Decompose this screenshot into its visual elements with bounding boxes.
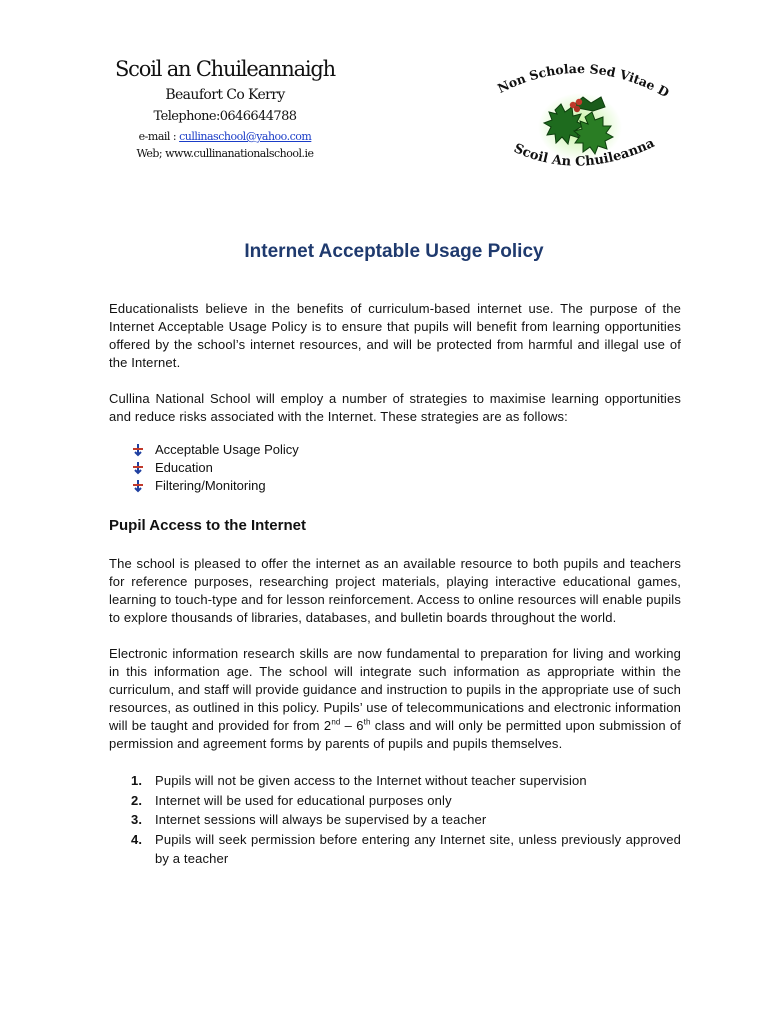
arrow-down-bullet-icon <box>131 443 145 457</box>
access-paragraph: The school is pleased to offer the internet as an available resource to both pupils and teachers for reference purposes, researching project materials, playing interactive educational games, learning to touch-type and for lesson reinforcement. Access to online resources will enable pupils to explore thousands of libraries, databases, and bulletin boards throughout the world. <box>109 556 681 625</box>
rule-text: Internet sessions will always be supervised by a teacher <box>155 812 487 827</box>
email-prefix: e-mail : <box>138 130 180 143</box>
arrow-down-bullet-icon <box>131 461 145 475</box>
school-crest-logo <box>485 55 675 195</box>
list-item <box>109 771 681 791</box>
ordinal-suffix: nd <box>331 717 341 727</box>
rule-text: Internet will be used for educational purposes only <box>155 792 452 808</box>
rule-text: Pupils will seek permission before entering any Internet site, unless previously approved by a teacher <box>155 831 681 866</box>
logo-motto: Non Scholae Sed Vitae D <box>494 60 672 101</box>
school-telephone: Telephone:0646644788 <box>153 109 297 124</box>
list-item <box>109 791 681 811</box>
list-item <box>131 477 681 495</box>
skills-paragraph <box>109 645 681 753</box>
skills-text-3: class and will only be permitted upon submission of permission and agreement forms by parents of pupils and pupils themselves. <box>109 718 681 751</box>
strategy-label: Filtering/Monitoring <box>155 478 266 493</box>
rules-list <box>109 771 681 869</box>
strategies-list <box>131 441 681 495</box>
email-line <box>100 128 350 145</box>
strategy-label: Acceptable Usage Policy <box>155 442 299 457</box>
skills-text-1: Electronic information research skills are now fundamental to preparation for living and working in this information age. The school will integrate such information as appropriate within the curriculum, and staff will provide guidance and instruction to pupils in the appropriate use of such resources, as outlined in this policy. Pupils’ use of telecommunications and electronic information will be taught and provided for from 2 <box>109 646 681 733</box>
rule-text: Pupils will not be given access to the Internet without teacher supervision <box>155 773 587 788</box>
letterhead <box>100 54 350 162</box>
list-item <box>109 830 681 869</box>
website-line: Web; www.cullinanationalschool.ie <box>136 147 314 160</box>
intro-paragraph: Educationalists believe in the benefits of curriculum-based internet use. The purpose of the Internet Acceptable Usage Policy is to ensure that pupils will benefit from learning opportunities offered by the school’s internet resources, and will be protected from harmful and illegal use of the Internet. <box>109 301 681 370</box>
policy-body <box>109 300 681 869</box>
arrow-down-bullet-icon <box>131 479 145 493</box>
holly-crest-icon <box>485 55 675 195</box>
list-item <box>131 459 681 477</box>
page-title: Internet Acceptable Usage Policy <box>244 241 544 262</box>
logo-school-name: Scoil An Chuileanna <box>511 135 658 170</box>
skills-text-2: – 6 <box>340 718 364 733</box>
school-name: Scoil an Chuileannaigh <box>115 57 335 81</box>
rule-number: 4. <box>131 831 143 847</box>
list-item <box>131 441 681 459</box>
list-item <box>109 810 681 830</box>
section-heading: Pupil Access to the Internet <box>109 517 306 534</box>
email-link[interactable]: cullinaschool@yahoo.com <box>179 130 312 143</box>
ordinal-suffix: th <box>363 717 371 727</box>
rule-number: 2. <box>131 792 143 808</box>
rule-number: 1. <box>131 773 143 788</box>
rule-number: 3. <box>131 812 143 827</box>
strategies-paragraph: Cullina National School will employ a number of strategies to maximise learning opportunities and reduce risks associated with the Internet. These strategies are as follows: <box>109 391 681 424</box>
school-address: Beaufort Co Kerry <box>165 87 285 103</box>
strategy-label: Education <box>155 460 213 475</box>
